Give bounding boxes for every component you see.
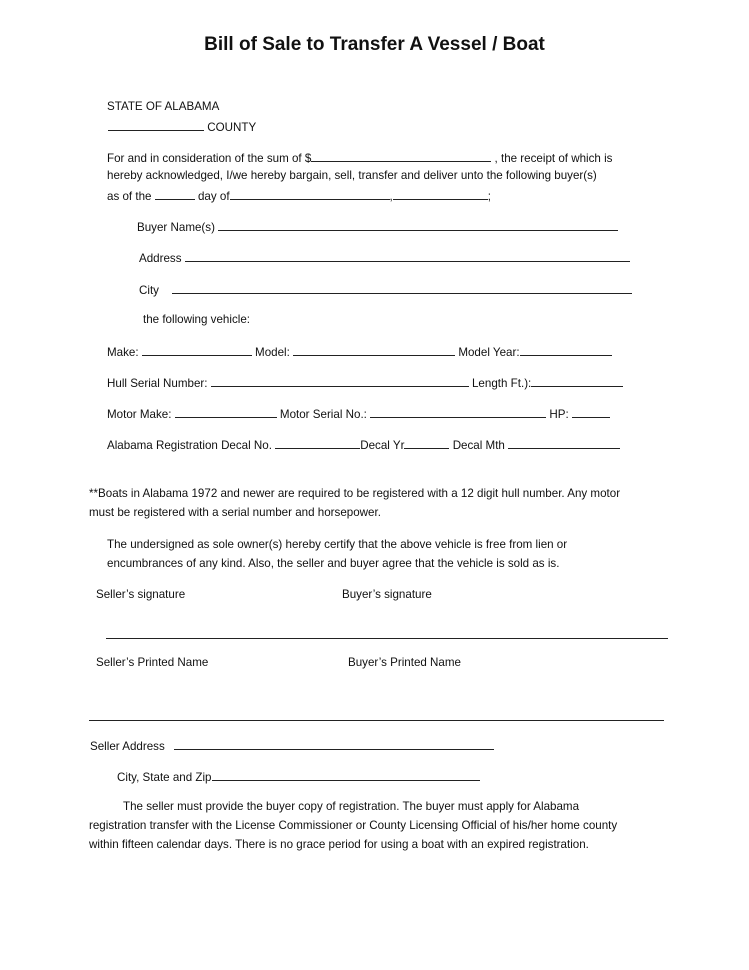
comma: ,	[389, 190, 393, 203]
hull-blank[interactable]	[211, 374, 469, 387]
decal-mth-blank[interactable]	[508, 436, 620, 449]
seller-signature-label: Seller’s signature	[96, 588, 186, 601]
model-label: Model:	[255, 346, 290, 359]
buyer-printed-name-label: Buyer’s Printed Name	[348, 656, 461, 669]
model-year-label: Model Year:	[458, 346, 520, 359]
buyer-name-label: Buyer Name(s)	[137, 221, 215, 234]
signature-line[interactable]	[106, 638, 668, 639]
decal-row	[107, 436, 620, 454]
footer-line-2: registration transfer with the License Commissioner or County Licensing Official of his/her home county	[89, 819, 618, 832]
consideration-line-3	[107, 187, 491, 205]
buyer-address-label: Address	[139, 252, 182, 265]
printed-name-line[interactable]	[89, 720, 664, 721]
note-line-2: must be registered with a serial number and horsepower.	[89, 506, 381, 519]
city-state-zip-row	[117, 768, 480, 786]
consideration-line-1	[107, 149, 612, 167]
buyer-address-blank[interactable]	[185, 249, 630, 262]
certify-line-1: The undersigned as sole owner(s) hereby certify that the above vehicle is free from lien or	[107, 538, 568, 551]
seller-address-label: Seller Address	[90, 740, 165, 753]
document-title: Bill of Sale to Transfer A Vessel / Boat	[204, 34, 545, 55]
month-blank[interactable]	[230, 187, 390, 200]
hp-label: HP:	[549, 408, 569, 421]
day-of-label: day of	[197, 190, 230, 203]
seller-address-row	[90, 737, 494, 755]
motor-row	[107, 405, 610, 423]
city-state-zip-blank[interactable]	[212, 768, 480, 781]
buyer-name-row	[137, 218, 618, 236]
motor-make-label: Motor Make:	[107, 408, 172, 421]
sum-blank[interactable]	[311, 149, 491, 162]
sum-label: For and in consideration of the sum of $	[107, 152, 312, 165]
receipt-text: , the receipt of which is	[494, 152, 613, 165]
buyer-city-blank[interactable]	[172, 281, 632, 294]
buyer-city-label: City	[139, 284, 159, 297]
county-label: COUNTY	[207, 121, 257, 134]
decal-yr-blank[interactable]	[404, 436, 449, 449]
decal-yr-label: Decal Yr	[360, 439, 405, 452]
buyer-name-blank[interactable]	[218, 218, 618, 231]
hull-label: Hull Serial Number:	[107, 377, 208, 390]
seller-address-blank[interactable]	[174, 737, 494, 750]
decal-no-label: Alabama Registration Decal No.	[107, 439, 272, 452]
model-year-blank[interactable]	[520, 343, 612, 356]
as-of-label: as of the	[107, 190, 152, 203]
day-blank[interactable]	[155, 187, 195, 200]
city-state-zip-label: City, State and Zip	[117, 771, 212, 784]
note-line-1: **Boats in Alabama 1972 and newer are required to be registered with a 12 digit hull number. Any motor	[89, 487, 621, 500]
footer-line-1: The seller must provide the buyer copy of registration. The buyer must apply for Alabama	[123, 800, 580, 813]
county-blank[interactable]	[108, 118, 204, 131]
hp-blank[interactable]	[572, 405, 610, 418]
following-vehicle-label: the following vehicle:	[143, 313, 250, 326]
buyer-address-row	[139, 249, 630, 267]
consideration-line-2: hereby acknowledged, I/we hereby bargain, sell, transfer and deliver unto the following buyer(s)	[107, 169, 597, 182]
footer-line-3: within fifteen calendar days. There is no grace period for using a boat with an expired registration.	[89, 838, 589, 851]
length-blank[interactable]	[531, 374, 623, 387]
decal-mth-label: Decal Mth	[452, 439, 505, 452]
decal-no-blank[interactable]	[275, 436, 360, 449]
length-label: Length Ft.):	[471, 377, 532, 390]
year-blank[interactable]	[393, 187, 488, 200]
motor-serial-label: Motor Serial No.:	[279, 408, 367, 421]
hull-row	[107, 374, 623, 392]
make-model-row	[107, 343, 612, 361]
county-line	[108, 118, 256, 136]
certify-line-2: encumbrances of any kind. Also, the seller and buyer agree that the vehicle is sold as is.	[107, 557, 560, 570]
model-blank[interactable]	[293, 343, 455, 356]
motor-serial-blank[interactable]	[370, 405, 546, 418]
buyer-city-row	[139, 281, 632, 299]
semicolon: ;	[487, 190, 492, 203]
make-blank[interactable]	[142, 343, 252, 356]
make-label: Make:	[107, 346, 139, 359]
seller-printed-name-label: Seller’s Printed Name	[96, 656, 209, 669]
state-label: STATE OF ALABAMA	[107, 100, 220, 113]
motor-make-blank[interactable]	[175, 405, 277, 418]
buyer-signature-label: Buyer’s signature	[342, 588, 432, 601]
